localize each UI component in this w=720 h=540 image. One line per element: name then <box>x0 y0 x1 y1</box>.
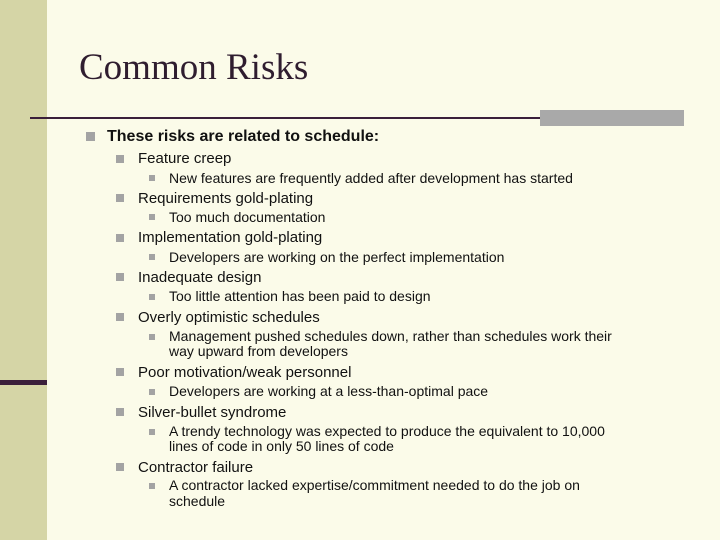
risk-detail: A contractor lacked expertise/commitment needed to do the job on <box>169 477 580 493</box>
bullet-square-icon <box>116 155 124 163</box>
risk-detail: Too little attention has been paid to design <box>169 288 431 304</box>
risk-detail: Developers are working at a less-than-optimal pace <box>169 383 489 399</box>
risk-name: Inadequate design <box>138 269 262 286</box>
bullet-square-icon <box>116 234 124 242</box>
risk-name: Contractor failure <box>138 459 254 476</box>
bullet-square-icon <box>116 273 124 281</box>
bullet-square-icon <box>149 254 155 260</box>
risk-detail-continued: way upward from developers <box>169 343 348 359</box>
bullet-square-icon <box>149 294 155 300</box>
risk-detail: A trendy technology was expected to produce the equivalent to 10,000 <box>169 423 605 439</box>
risk-detail: Developers are working on the perfect implementation <box>169 249 505 265</box>
bullet-square-icon <box>86 132 95 141</box>
risk-detail-continued: lines of code in only 50 lines of code <box>169 438 394 454</box>
bullet-square-icon <box>116 463 124 471</box>
bullet-square-icon <box>116 194 124 202</box>
bullet-square-icon <box>149 429 155 435</box>
slide-title: Common Risks <box>79 47 309 88</box>
bullet-square-icon <box>149 483 155 489</box>
bullet-square-icon <box>149 214 155 220</box>
risk-name: Overly optimistic schedules <box>138 309 320 326</box>
bullet-square-icon <box>116 313 124 321</box>
risk-name: Poor motivation/weak personnel <box>138 364 352 381</box>
risk-name: Silver-bullet syndrome <box>138 404 287 421</box>
bullet-square-icon <box>149 175 155 181</box>
intro-text: These risks are related to schedule: <box>107 128 380 145</box>
risk-name: Requirements gold-plating <box>138 190 314 207</box>
risk-detail: New features are frequently added after development has started <box>169 170 573 186</box>
bullet-square-icon <box>149 334 155 340</box>
bullet-square-icon <box>116 408 124 416</box>
bullet-square-icon <box>149 389 155 395</box>
risk-detail-continued: schedule <box>169 493 226 509</box>
bullet-square-icon <box>116 368 124 376</box>
risk-detail: Too much documentation <box>169 209 326 225</box>
risk-name: Feature creep <box>138 150 232 167</box>
risk-detail: Management pushed schedules down, rather than schedules work their <box>169 328 612 344</box>
risk-name: Implementation gold-plating <box>138 229 323 246</box>
